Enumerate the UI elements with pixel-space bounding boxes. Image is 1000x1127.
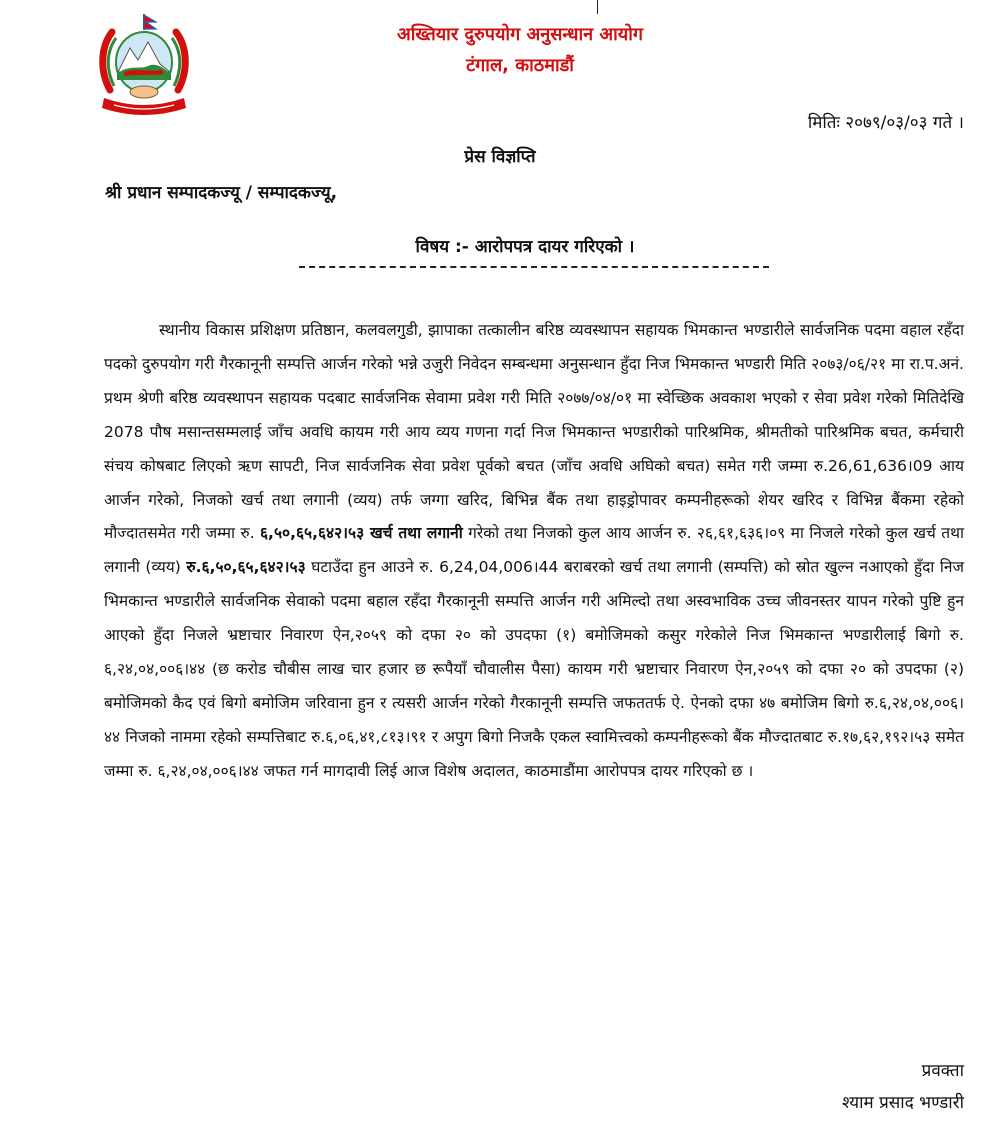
organization-name: अख्तियार दुरुपयोग अनुसन्धान आयोग — [396, 24, 644, 45]
nepal-emblem-icon — [96, 12, 192, 116]
signature-name: श्याम प्रसाद भण्डारी — [842, 1093, 964, 1113]
dashed-divider — [299, 266, 769, 268]
body-paragraph — [104, 314, 964, 789]
body-text-part-2: गरेको तथा निजको कुल आय आर्जन रु. २६,६१,६३६।०९ मा निजले गरेको कुल खर्च तथा लगानी (व्यय) — [104, 524, 965, 577]
organization-address: टंगाल, काठमाडौं — [466, 55, 574, 76]
body-bold-amount-1: ६,५०,६५,६४२।५३ खर्च तथा लगानी — [260, 524, 463, 543]
top-edge-rule — [597, 0, 598, 14]
document-date: मितिः २०७९/०३/०३ गते । — [807, 113, 964, 133]
signature-role: प्रवक्ता — [921, 1061, 964, 1081]
body-text-part-1: स्थानीय विकास प्रशिक्षण प्रतिष्ठान, कलवलगुडी, झापाका तत्कालीन बरिष्ठ व्यवस्थापन सहायक भिमकान्त भण्डारीले सार्वजनिक पदमा वहाल रहँदा पदको दुरुपयोग गरी गैरकानूनी सम्पत्ति आर्जन गरेको भन्ने उजुरी निवेदन सम्बन्धमा अनुसन्धान हुँदा निज भिमकान्त भण्डारी मिति २०७३/०६/२१ मा रा.प.अनं. प्रथम श्रेणी बरिष्ठ व्यवस्थापन सहायक पदबाट सार्वजनिक सेवामा प्रवेश गरी मिति २०७७/०४/०१ मा स्वेच्छिक अवकाश भएको र सेवा प्रवेश गरेको मितिदेखि 2078 पौष मसान्तसम्मलाई जाँच अवधि कायम गरी आय व्यय गणना गर्दा निज भिमकान्त भण्डारीको पारिश्रमिक, श्रीमतीको पारिश्रमिक बचत, कर्मचारी संचय कोषबाट लिएको ऋण सापटी, निज सार्वजनिक सेवा प्रवेश पूर्वको बचत (जाँच अवधि अघिको बचत) समेत गरी जम्मा रु.26,61,636।09 आय आर्जन गरेको, निजको खर्च तथा लगानी (व्यय) तर्फ जग्गा खरिद, बिभिन्न बैंक तथा हाइड्रोपावर कम्पनीहरूको शेयर खरिद र विभिन्न बैंकमा रहेको मौज्दातसमेत गरी जम्मा रु. — [104, 321, 964, 543]
body-bold-amount-2: रु.६,५०,६५,६४२।५३ — [186, 558, 306, 577]
recipient-line: श्री प्रधान सम्पादकज्यू / सम्पादकज्यू, — [105, 183, 338, 203]
subject-line: विषय :- आरोपपत्र दायर गरिएको । — [415, 237, 635, 257]
body-text-part-3: घटाउँदा हुन आउने रु. 6,24,04,006।44 बराबरको खर्च तथा लगानी (सम्पत्ति) को स्रोत खुल्न नआएको हुँदा निज भिमकान्त भण्डारीले सार्वजनिक सेवाको पदमा बहाल रहँदा गैरकानूनी सम्पत्ति आर्जन गरी अमिल्दो तथा अस्वभाविक उच्च जीवनस्तर यापन गरेको पुष्टि हुन आएको हुँदा निजले भ्रष्टाचार निवारण ऐन,२०५९ को दफा २० को उपदफा (१) बमोजिमको कसुर गरेकोले निज भिमकान्त भण्डारीलाई बिगो रु. ६,२४,०४,००६।४४ (छ करोड चौबीस लाख चार हजार छ रूपैयाँ चौवालीस पैसा) कायम गरी भ्रष्टाचार निवारण ऐन,२०५९ को दफा २० को उपदफा (२) बमोजिमको कैद एवं बिगो बमोजिम जरिवाना हुन र त्यसरी आर्जन गरेको गैरकानूनी सम्पत्ति जफततर्फ ऐ. ऐनको दफा ४७ बमोजिम बिगो रु.६,२४,०४,००६।४४ निजको नाममा रहेको सम्पत्तिबाट रु.६,०६,४१,८१३।९१ र अपुग बिगो निजकै एकल स्वामित्त्वको कम्पनीहरूको बैंक मौज्दातबाट रु.१७,६२,१९२।५३ समेत जम्मा रु. ६,२४,०४,००६।४४ जफत गर्न मागदावी लिई आज विशेष अदालत, काठमाडौंमा आरोपपत्र दायर गरिएको छ । — [104, 558, 964, 780]
press-release-title: प्रेस विज्ञप्ति — [464, 147, 536, 167]
